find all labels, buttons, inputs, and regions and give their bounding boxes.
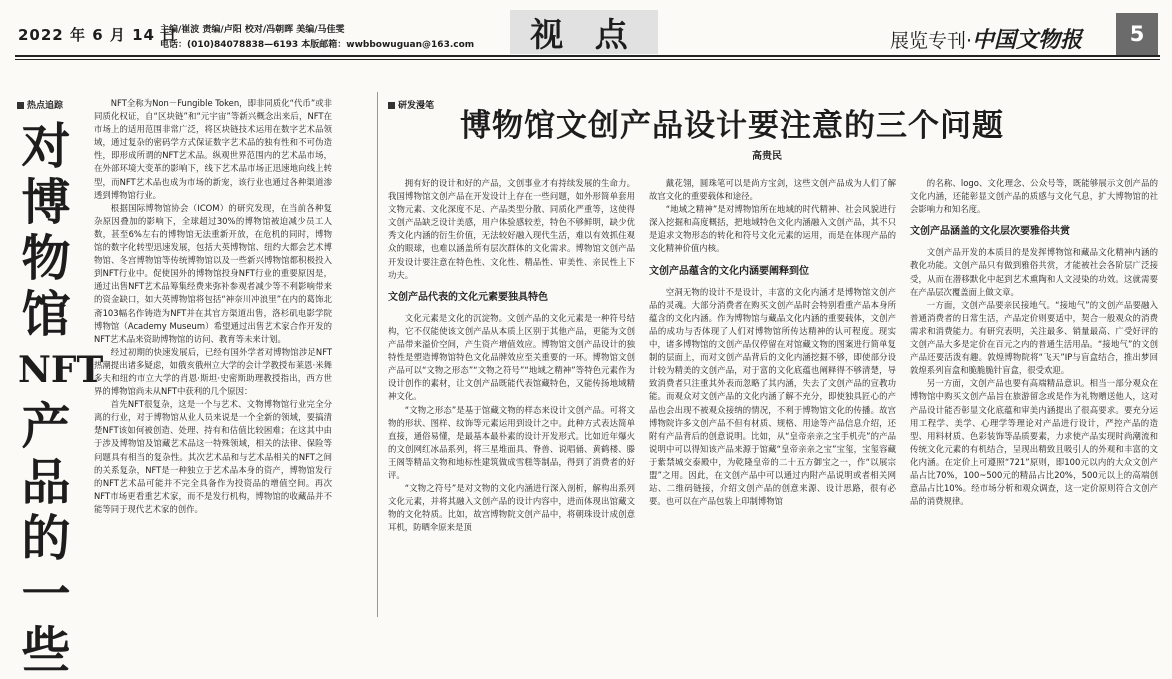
paragraph: “文物之符号”是对文物的文化内涵进行深入剖析，解构出系列文化元素，并将其融入文创产品的设计内容中，进而体现出馆藏文物的文化特质。比如，故宫博物院文创产品中，将朝珠设计成创意耳机，防晒伞原来是顶	[388, 483, 635, 533]
header-rule-thin	[15, 59, 1160, 60]
title-char: 品	[21, 453, 71, 511]
section-banner	[510, 10, 658, 54]
title-char: 的	[21, 509, 71, 567]
title-char: 些	[21, 621, 71, 679]
contact-info: 电话：(010)84078838—6193 本版邮箱：wwbbowuguan@163.com	[160, 40, 475, 50]
main-article-column-1	[388, 177, 635, 617]
paragraph: 经过初期的快速发展后，已经有国外学者对博物馆涉足NFT热潮提出诸多疑虑，如俄亥俄州立大学的会计学教授布莱恩·米舞多夫和纽约市立大学的肖恩·斯坦·史密斯助理教授指出，西方世界的博物馆尚未从NFT中获利的几个原因：	[94, 346, 332, 397]
title-char: 对	[21, 117, 71, 175]
main-article-column-3	[910, 177, 1158, 617]
column-divider	[377, 92, 378, 617]
paragraph: 文创产品开发的本质目的是发挥博物馆和藏品文化精神内涵的教化功能。文创产品只有做到雅俗共赏，才能被社会各阶层广泛接受，从而在潜移默化中起到艺术熏陶和人文浸染的功效。这就需要在产品层次覆盖面上做文章。	[910, 247, 1158, 297]
paragraph: 首先NFT很复杂，这是一个与艺术、文物博物馆行业完全分离的行业，对于博物馆从业人员来说是一个全新的领域，要搞清楚NFT该如何被创造、处理、持有和估值比较困难；在这其中由于涉及博物馆及馆藏艺术品这一特殊领域，相关的法律、保险等问题具有相当的复杂性。其次艺术品和与艺术品相关的NFT之间的关系复杂，NFT是一种独立于艺术品本身的资产，博物馆发行的NFT艺术品可能并不完全具备作为投资品的增值空间。再次NFT市场更看重艺术家，而不是发行机构，博物馆的收藏品并不能等同于现代艺术家的创作。	[94, 399, 332, 514]
paragraph: 一方面，文创产品要亲民接地气。“接地气”的文创产品要融入普通消费者的日常生活，产品定价则要适中，契合一般观众的消费需求和消费能力。有研究表明，关注最多、销量最高、广受好评的文创产品大多是定价在百元之内的普通生活用品。“接地气”的文创产品还要活泼有趣。敦煌博物院将“飞天”IP与盲盒结合，推出梦回敦煌系列盲盒和脆脆脆针盲盒，很受欢迎。	[910, 299, 1158, 376]
main-article-tag: 研发漫笔	[388, 98, 434, 111]
paragraph: 文化元素是文化的沉淀物。文创产品的文化元素是一种符号结构，它不仅能使该文创产品从本质上区别于其他产品，更能为文创产品带来溢价空间，产生资产增值效应。博物馆文创产品设计的独特性是塑造博物馆特色文化品牌效应至关重要的一环。博物馆文创产品可以“文物之形态”“文物之符号”“地域之精神”等特色元素作为设计创作的素材，让文创产品既能代表馆藏特色，又能传扬地域精神文化。	[388, 312, 635, 402]
paragraph: “文物之形态”是基于馆藏文物的样态来设计文创产品。可将文物的形状、图样、纹饰等元素运用到设计之中。此种方式表达简单直接，通俗易懂，是最基本最朴素的设计开发形式。比如近年爆火的文创网红冰品系列，将三星堆面具、脊兽、说唱俑、黄鹤楼、滕王阁等精品文物和地标性建筑做成雪糕等制品，得到了消费者的好评。	[388, 404, 635, 480]
newspaper-logo: 中国文物报	[972, 27, 1083, 53]
title-char: 产	[21, 397, 71, 455]
paragraph: 的名称、logo、文化理念、公众号等，既能够展示文创产品的文化内涵，还能彰显文创产品的质感与文化气息，扩大博物馆的社会影响力和知名度。	[910, 178, 1158, 215]
editor-credits: 主编/崔波 责编/卢阳 校对/冯朝晖 美编/马佳雯	[160, 25, 345, 35]
author-name: 高贵民	[752, 151, 782, 162]
paragraph: 另一方面，文创产品也要有高端精品意识。相当一部分观众在博物馆中购买文创产品旨在旅游留念或是作为礼物赠送他人，这对产品设计能否彰显文化底蕴和审美内涵提出了很高要求。要充分运用工程学、美学、心理学等理论对产品进行设计，严控产品的造型、用料材质、色彩装饰等品质要素，力求使产品实现时尚潮流和传统文化元素的有机结合，呈现出精致且吸引人的外观和丰富的文化内涵。在定价上可遵照“721”原则，即100元以内的大众文创产品占比70%，100~500元的精品占比20%，500元以上的高端创意品占比10%。经市场分析和观众调查，这一定价原则符合文创产品的消费规律。	[910, 378, 1158, 507]
subheading: 文创产品代表的文化元素要独具特色	[388, 291, 548, 303]
main-article-column-2	[649, 177, 896, 617]
title-char: 物	[21, 229, 71, 287]
paragraph: 戴花翎，圆珠笔可以是尚方宝剑，这些文创产品成为人们了解故宫文化的重要载体和途径。	[649, 178, 896, 202]
subheading: 文创产品蕴含的文化内涵要阐释到位	[649, 265, 809, 277]
paragraph: 空洞无物的设计不是设计，丰富的文化内涵才是博物馆文创产品的灵魂。大部分消费者在购买文创产品时会特别看重产品本身所蕴含的文化内涵。作为博物馆与藏品文化内涵的重要载体，文创产品的成功与否体现了人们对博物馆所传达精神的认可程度。现实中，诸多博物馆的文创产品仅停留在对馆藏文物的图案进行简单复制的层面上，而对文创产品背后的文化内涵挖掘不够，即使部分设计较为精美的文创产品，对于富的文化底蕴也阐释得不够清楚，导致消费者只注重其外表而忽略了其内涵，失去了文创产品的宣教功能。而观众对文创产品的文化内涵了解不充分，即使独具匠心的产品也会出现不被观众接纳的情况，不利于博物馆文化的传播。故宫博物院许多文创产品不但有材质、规格、用途等产品信息介绍，还附有产品背后的创意说明。比如，从“皇帝亲亲之宝手机壳”的产品说明中可以得知该产品来源于馆藏“皇帝亲亲之宝”宝玺，宝玺容藏于紫禁城交泰殿中，为乾隆皇帝的二十五方御宝之一，作“以展宗盟”之用。因此，在文创产品中可以通过内附产品说明或者相关网站、二维码链接，介绍文创产品的创意来源、设计思路，很有必要。也可以在产品包装上印制博物馆	[649, 286, 896, 507]
paragraph: 拥有好的设计和好的产品，文创事业才有持续发展的生命力。我国博物馆文创产品在开发设计上存在一些问题，如外形简单套用文物元素、文化深度不足、产品类型分散、同质化严重等，这使得文创产品缺乏设计美感，用户体验感较差，特色不够鲜明，缺少优秀文化内涵的衍生价值，无法较好融入现代生活，难以有效抓住观众的眼球，也难以涵盖所有层次群体的文化需求。博物馆文创产品开发设计要注意在特色性、文化性、精品性、审美性、亲民性上下功夫。	[388, 178, 635, 280]
subheading: 文创产品涵盖的文化层次要雅俗共赏	[910, 226, 1070, 238]
issue-date: 2022 年 6 月 14 日	[18, 26, 178, 44]
title-char: 馆	[21, 285, 71, 343]
special-edition-label: 展览专刊·	[890, 30, 973, 52]
title-char: NFT	[18, 349, 104, 391]
paragraph: NFT全称为Non－Fungible Token，即非同质化“代币”或非同质化权证，自“区块链”和“元宇宙”等新兴概念出来后，NFT在市场上的适用范围非常广泛，将区块链技术运用在数字艺术品领域，通过复杂的密码学方式保证数字艺术品的独有性和不可伪造性，即形成所谓的NFT艺术品。纵观世界范围内的艺术品市场，在外部环境大变革的影响下，线下艺术品市场正迅速地向线上转型，而NFT艺术品也成为市场的新宠，该行业也通过各种渠道渗透到博物馆行业。	[94, 98, 332, 200]
editorial-info	[160, 23, 474, 53]
title-char: 一	[21, 565, 71, 623]
newspaper-brand	[890, 23, 1082, 54]
left-article-body	[94, 97, 332, 617]
section-name: 视 点	[530, 14, 638, 54]
left-article-title	[18, 117, 104, 679]
page-number: 5	[1116, 13, 1158, 55]
header-rule	[15, 55, 1160, 57]
paragraph: “地域之精神”是对博物馆所在地域的时代精神、社会风貌进行深入挖掘和高度概括，把地域特色文化内涵融入文创产品，其不只是追求文物形态的转化和符号文化元素的运用，而是在体现产品的文化精神价值内核。	[649, 204, 896, 254]
main-headline: 博物馆文创产品设计要注意的三个问题	[460, 108, 1004, 144]
left-article-tag: 热点追踪	[17, 98, 63, 111]
paragraph: 根据国际博物馆协会（ICOM）的研究发现，在当前各种复杂原因叠加的影响下，全球超过30%的博物馆被迫减少员工人数，甚至6%左右的博物馆无法重新开放，在危机的同时，博物馆的数字化转型迅速发展，包括大英博物馆、纽约大都会艺术博物馆、冬宫博物馆等传统博物馆以及一些新兴博物馆都积极投入到NFT行业中。促使国外的博物馆投身NFT行业的重要原因是，通过出售NFT艺术品筹集经费来弥补参观者减少等不利影响带来的资金缺口，如大英博物馆将包括“神奈川冲浪里”在内的葛饰北斋103幅名作铸造为NFT并在其官方渠道出售，洛杉矶电影学院博物馆（Academy Museum）希望通过出售艺术家合作开发的NFT艺术品来资助博物馆的访问、教育等未来计划。	[94, 202, 332, 344]
title-char: 博	[21, 173, 71, 231]
